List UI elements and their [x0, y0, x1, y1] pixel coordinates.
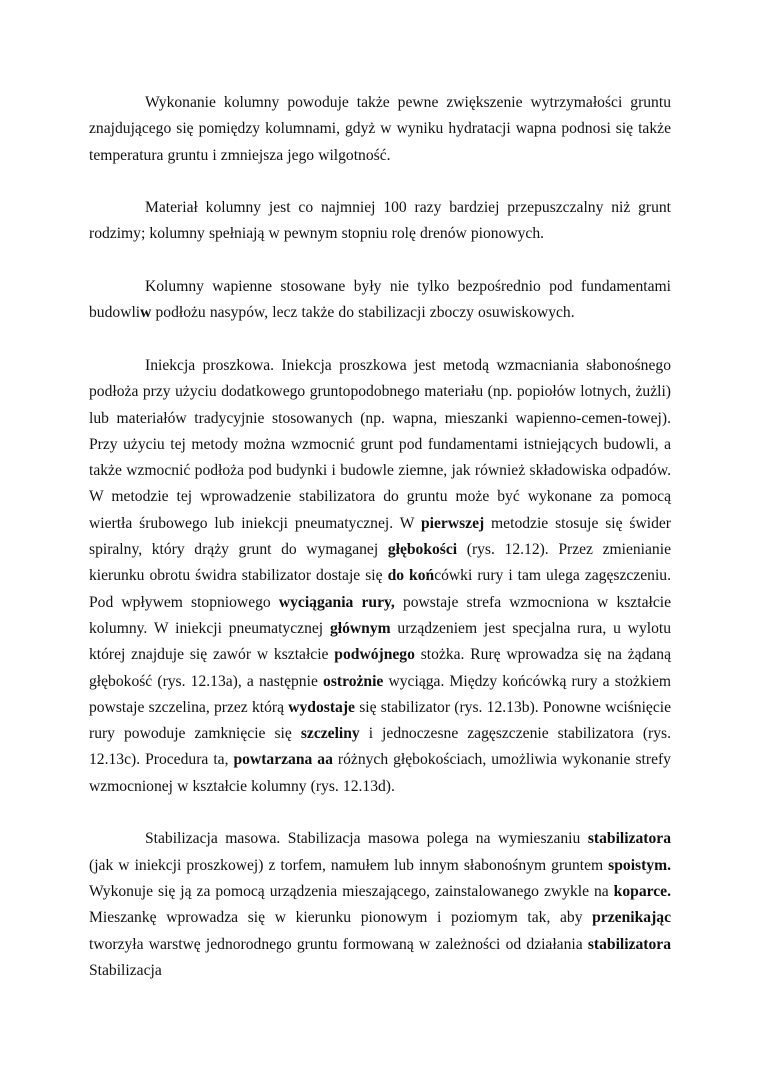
text-run: tworzyła warstwę jednorodnego gruntu formowaną w zależności od działania [89, 935, 588, 953]
bold-text-run: stabilizatora [587, 935, 671, 953]
text-run: cówki rury i tam ulega zagęszczeniu. Pod wpływem stopniowego [89, 567, 671, 611]
text-run: Kolumny wapienne stosowane były nie tylko bezpośrednio pod fundamentami budowli [89, 278, 671, 322]
bold-text-run: w [140, 304, 152, 322]
paragraph-lime-columns [89, 274, 671, 327]
text-run: różnych głębokościach, umożliwia wykonanie strefy wzmocnionej w kształcie kolumny (rys. 12.13d). [89, 751, 671, 795]
text-run: metodzie stosuje się świder spiralny, który drąży grunt do wymaganej [89, 514, 671, 559]
text-run: Iniekcja proszkowa. Iniekcja proszkowa jest metodą wzmacniania słabonośnego podłoża przy użyciu dodatkowego gruntopodobnego materiału (np. popiołów lotnych, żużli) lub materiałów tradycyjnie stosowanych (np. wapna, mieszanki wapienno-cemen-towej). Przy użyciu tej metody można wzmocnić grunt pod fundamentami istniejących budowli, a także wzmocnić podłoża pod budynki i budowle ziemne, jak również składowiska odpadów. W metodzie tej wprowadzenie stabilizatora do gruntu może być wykonane za pomocą wiertła śrubowego lub iniekcji pneumatycznej. W [89, 356, 671, 532]
paragraph-mass-stabilization [89, 826, 671, 984]
bold-text-run: powtarzana aa [233, 751, 333, 769]
text-run: Stabilizacja [89, 961, 162, 979]
bold-text-run: głębokości [387, 541, 458, 559]
bold-text-run: stabilizatora [587, 830, 671, 848]
bold-text-run: do koń [387, 567, 435, 585]
bold-text-run: głównym [329, 619, 391, 637]
text-run: Wykonuje się ją za pomocą urządzenia mieszającego, zainstalowanego zwykle na [89, 882, 614, 900]
text-run: Stabilizacja masowa. Stabilizacja masowa polega na wymieszaniu [145, 830, 588, 848]
bold-text-run: koparce. [613, 882, 671, 900]
text-run: Materiał kolumny jest co najmniej 100 razy bardziej przepuszczalny niż grunt rodzimy; kolumny spełniają w pewnym stopniu rolę drenów pionowych. [89, 199, 671, 243]
text-run: Wykonanie kolumny powoduje także pewne zwiększenie wytrzymałości gruntu znajdującego się pomiędzy kolumnami, gdyż w wyniku hydratacji wapna podnosi się także temperatura gruntu i zmniejsza jego wilgotność. [89, 94, 671, 164]
text-run: wyciąga. Między końcówką rury a stożkiem powstaje szczelina, przez którą [89, 672, 671, 716]
bold-text-run: wydostaje [288, 698, 355, 716]
bold-text-run: przenikając [592, 909, 671, 927]
text-run: i jednoczesne zagęszczenie stabilizatora (rys. 12.13c). Procedura ta, [89, 725, 671, 769]
bold-text-run: wyciągania rury, [278, 593, 395, 611]
text-run: stożka. Rurę wprowadza się na żądaną głębokość (rys. 12.13a), a następnie [89, 646, 671, 690]
paragraph-powder-injection [89, 353, 671, 800]
text-run: urządzeniem jest specjalna rura, u wylotu której znajduje się zawór w kształcie [89, 619, 672, 664]
bold-text-run: szczeliny [300, 725, 360, 743]
text-run: podłożu nasypów, lecz także do stabilizacji zboczy osuwiskowych. [151, 304, 575, 322]
text-run: się stabilizator (rys. 12.13b). Ponowne wciśnięcie rury powoduje zamknięcie się [89, 698, 672, 743]
text-run: (rys. 12.12). Przez zmienianie kierunku obrotu świdra stabilizator dostaje się [89, 541, 671, 585]
paragraph-column-strength [89, 90, 671, 169]
bold-text-run: pierwszej [420, 514, 485, 532]
text-run: powstaje strefa wzmocniona w kształcie kolumny. W iniekcji pneumatycznej [89, 593, 671, 637]
paragraph-permeability [89, 195, 671, 248]
document-body [89, 90, 671, 984]
bold-text-run: spoistym. [608, 856, 671, 874]
text-run: (jak w iniekcji proszkowej) z torfem, namułem lub innym słabonośnym gruntem [89, 856, 609, 874]
bold-text-run: ostrożnie [323, 672, 384, 690]
text-run: Mieszankę wprowadza się w kierunku pionowym i poziomym tak, aby [89, 909, 593, 927]
bold-text-run: podwójnego [334, 646, 415, 664]
